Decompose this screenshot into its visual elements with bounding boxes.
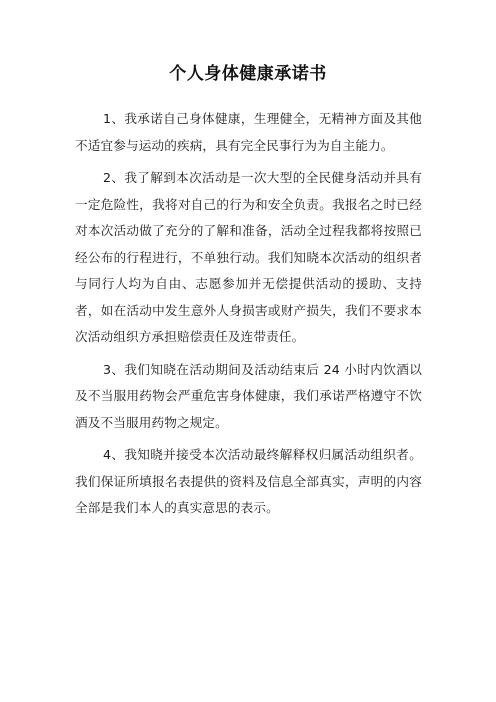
document-body	[75, 106, 422, 528]
paragraph-3: 3、我们知晓在活动期间及活动结束后 24 小时内饮酒以及不当服用药物会严重危害身体健康，我们承诺严格遵守不饮酒及不当服用药物之规定。	[75, 361, 422, 430]
paragraph-2: 2、我了解到本次活动是一次大型的全民健身活动并具有一定危险性，我将对自己的行为和安全负责。我报名之时已经对本次活动做了充分的了解和准备，活动全过程我都将按照已经公布的行程进行，不单独行动。我们知晓本次活动的组织者与同行人均为自由、志愿参加并无偿提供活动的援助、支持者，如在活动中发生意外人身损害或财产损失，我们不要求本次活动组织方承担赔偿责任及连带责任。	[75, 170, 422, 344]
paragraph-4: 4、我知晓并接受本次活动最终解释权归属活动组织者。我们保证所填报名表提供的资料及信息全部真实，声明的内容全部是我们本人的真实意思的表示。	[75, 447, 422, 515]
paragraph-1: 1、我承诺自己身体健康，生理健全，无精神方面及其他不适宜参与运动的疾病，具有完全民事行为为自主能力。	[75, 111, 422, 153]
document-title: 个人身体健康承诺书	[169, 64, 327, 84]
